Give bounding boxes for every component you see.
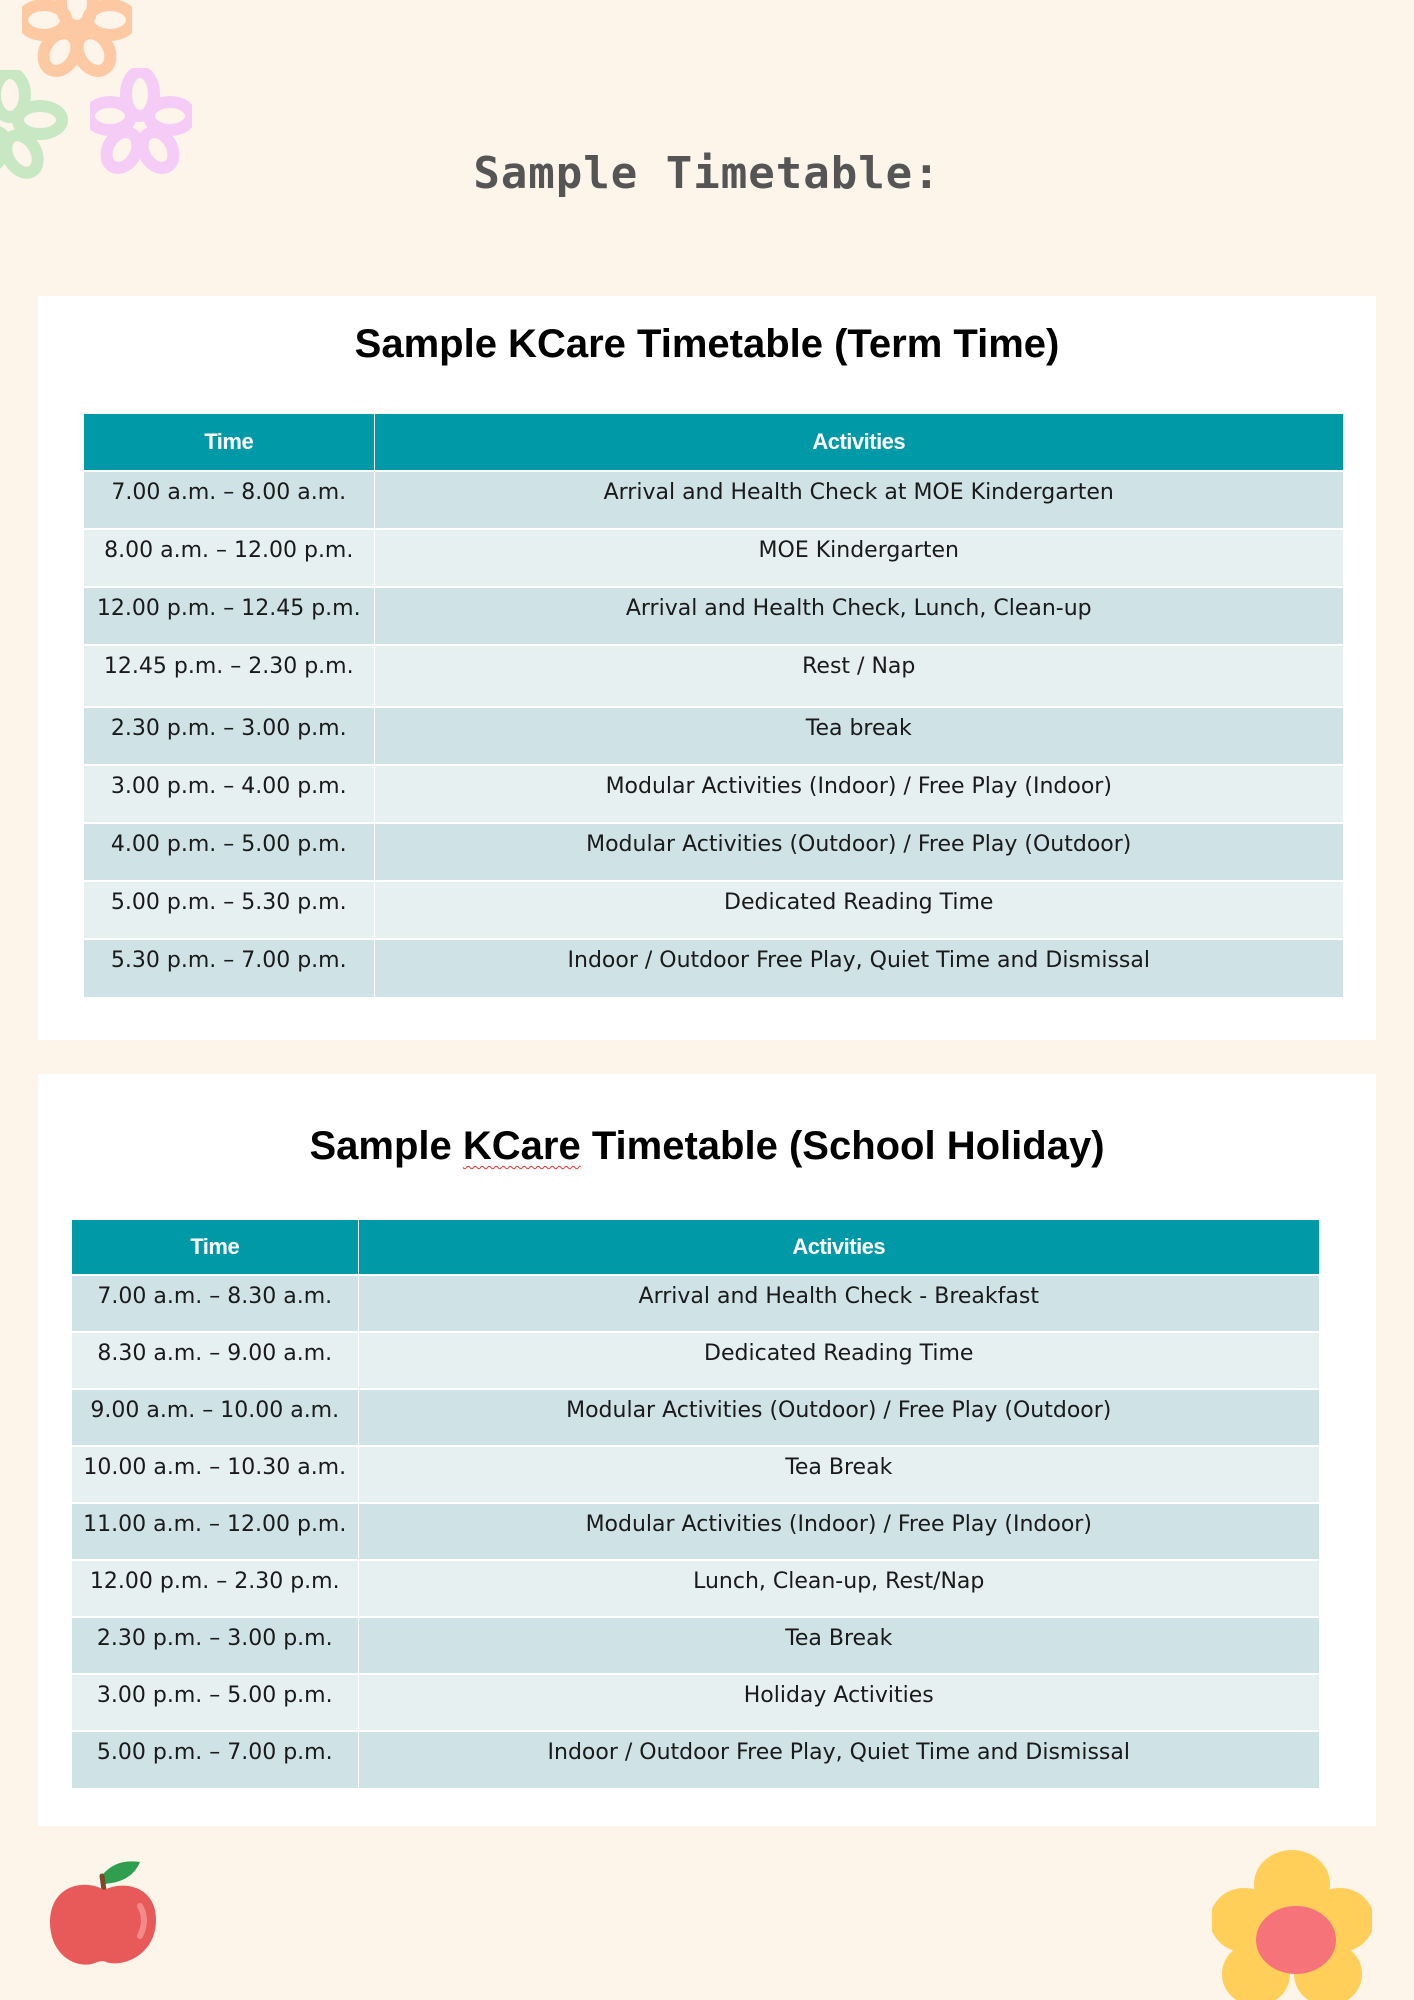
holiday-timetable-card <box>38 1074 1376 1826</box>
activity-cell: Arrival and Health Check, Lunch, Clean-up <box>374 587 1344 645</box>
activity-cell: Modular Activities (Outdoor) / Free Play (Outdoor) <box>358 1389 1320 1446</box>
activity-cell: Modular Activities (Outdoor) / Free Play (Outdoor) <box>374 823 1344 881</box>
activity-cell: Tea break <box>374 707 1344 765</box>
time-cell: 2.30 p.m. – 3.00 p.m. <box>84 707 374 765</box>
table-row <box>72 1389 1320 1446</box>
activities-column-header: Activities <box>374 414 1344 471</box>
activity-cell: Modular Activities (Indoor) / Free Play (Indoor) <box>358 1503 1320 1560</box>
activity-cell: Rest / Nap <box>374 645 1344 707</box>
table-row <box>84 471 1344 529</box>
term-timetable-title: Sample KCare Timetable (Term Time) <box>354 322 1060 366</box>
time-cell: 7.00 a.m. – 8.00 a.m. <box>84 471 374 529</box>
term-timetable-card <box>38 296 1376 1040</box>
holiday-title-brand: KCare <box>462 1124 581 1168</box>
table-header-row <box>72 1220 1320 1275</box>
time-cell: 5.30 p.m. – 7.00 p.m. <box>84 939 374 997</box>
table-row <box>84 645 1344 707</box>
holiday-timetable-title <box>38 1124 1376 1169</box>
table-row <box>72 1731 1320 1788</box>
time-column-header: Time <box>72 1220 358 1275</box>
table-row <box>72 1560 1320 1617</box>
table-row <box>84 881 1344 939</box>
table-row <box>84 939 1344 997</box>
table-row <box>72 1446 1320 1503</box>
activity-cell: Indoor / Outdoor Free Play, Quiet Time and Dismissal <box>374 939 1344 997</box>
time-cell: 8.00 a.m. – 12.00 p.m. <box>84 529 374 587</box>
table-row <box>72 1332 1320 1389</box>
time-column-header: Time <box>84 414 374 471</box>
time-cell: 7.00 a.m. – 8.30 a.m. <box>72 1275 358 1332</box>
page-title: Sample Timetable: <box>473 148 941 199</box>
table-row <box>72 1503 1320 1560</box>
activity-cell: Arrival and Health Check at MOE Kindergarten <box>374 471 1344 529</box>
activity-cell: Dedicated Reading Time <box>358 1332 1320 1389</box>
time-cell: 4.00 p.m. – 5.00 p.m. <box>84 823 374 881</box>
table-row <box>72 1617 1320 1674</box>
time-cell: 3.00 p.m. – 4.00 p.m. <box>84 765 374 823</box>
time-cell: 5.00 p.m. – 7.00 p.m. <box>72 1731 358 1788</box>
table-row <box>72 1275 1320 1332</box>
time-cell: 8.30 a.m. – 9.00 a.m. <box>72 1332 358 1389</box>
table-row <box>84 823 1344 881</box>
holiday-title-prefix: Sample <box>309 1124 463 1168</box>
activities-column-header: Activities <box>358 1220 1320 1275</box>
time-cell: 11.00 a.m. – 12.00 p.m. <box>72 1503 358 1560</box>
activity-cell: Tea Break <box>358 1446 1320 1503</box>
table-row <box>84 707 1344 765</box>
holiday-timetable-table <box>72 1220 1320 1788</box>
time-cell: 12.00 p.m. – 2.30 p.m. <box>72 1560 358 1617</box>
time-cell: 12.45 p.m. – 2.30 p.m. <box>84 645 374 707</box>
activity-cell: MOE Kindergarten <box>374 529 1344 587</box>
time-cell: 2.30 p.m. – 3.00 p.m. <box>72 1617 358 1674</box>
time-cell: 12.00 p.m. – 12.45 p.m. <box>84 587 374 645</box>
flower-yellow-icon <box>1212 1848 1372 2000</box>
table-header-row <box>84 414 1344 471</box>
time-cell: 9.00 a.m. – 10.00 a.m. <box>72 1389 358 1446</box>
term-timetable-table <box>84 414 1344 997</box>
activity-cell: Indoor / Outdoor Free Play, Quiet Time and Dismissal <box>358 1731 1320 1788</box>
activity-cell: Lunch, Clean-up, Rest/Nap <box>358 1560 1320 1617</box>
holiday-title-suffix: Timetable (School Holiday) <box>580 1124 1105 1168</box>
table-row <box>84 765 1344 823</box>
activity-cell: Arrival and Health Check - Breakfast <box>358 1275 1320 1332</box>
table-row <box>84 529 1344 587</box>
time-cell: 3.00 p.m. – 5.00 p.m. <box>72 1674 358 1731</box>
time-cell: 5.00 p.m. – 5.30 p.m. <box>84 881 374 939</box>
apple-icon <box>44 1856 164 1972</box>
activity-cell: Holiday Activities <box>358 1674 1320 1731</box>
activity-cell: Modular Activities (Indoor) / Free Play (Indoor) <box>374 765 1344 823</box>
activity-cell: Dedicated Reading Time <box>374 881 1344 939</box>
table-row <box>84 587 1344 645</box>
table-row <box>72 1674 1320 1731</box>
time-cell: 10.00 a.m. – 10.30 a.m. <box>72 1446 358 1503</box>
activity-cell: Tea Break <box>358 1617 1320 1674</box>
